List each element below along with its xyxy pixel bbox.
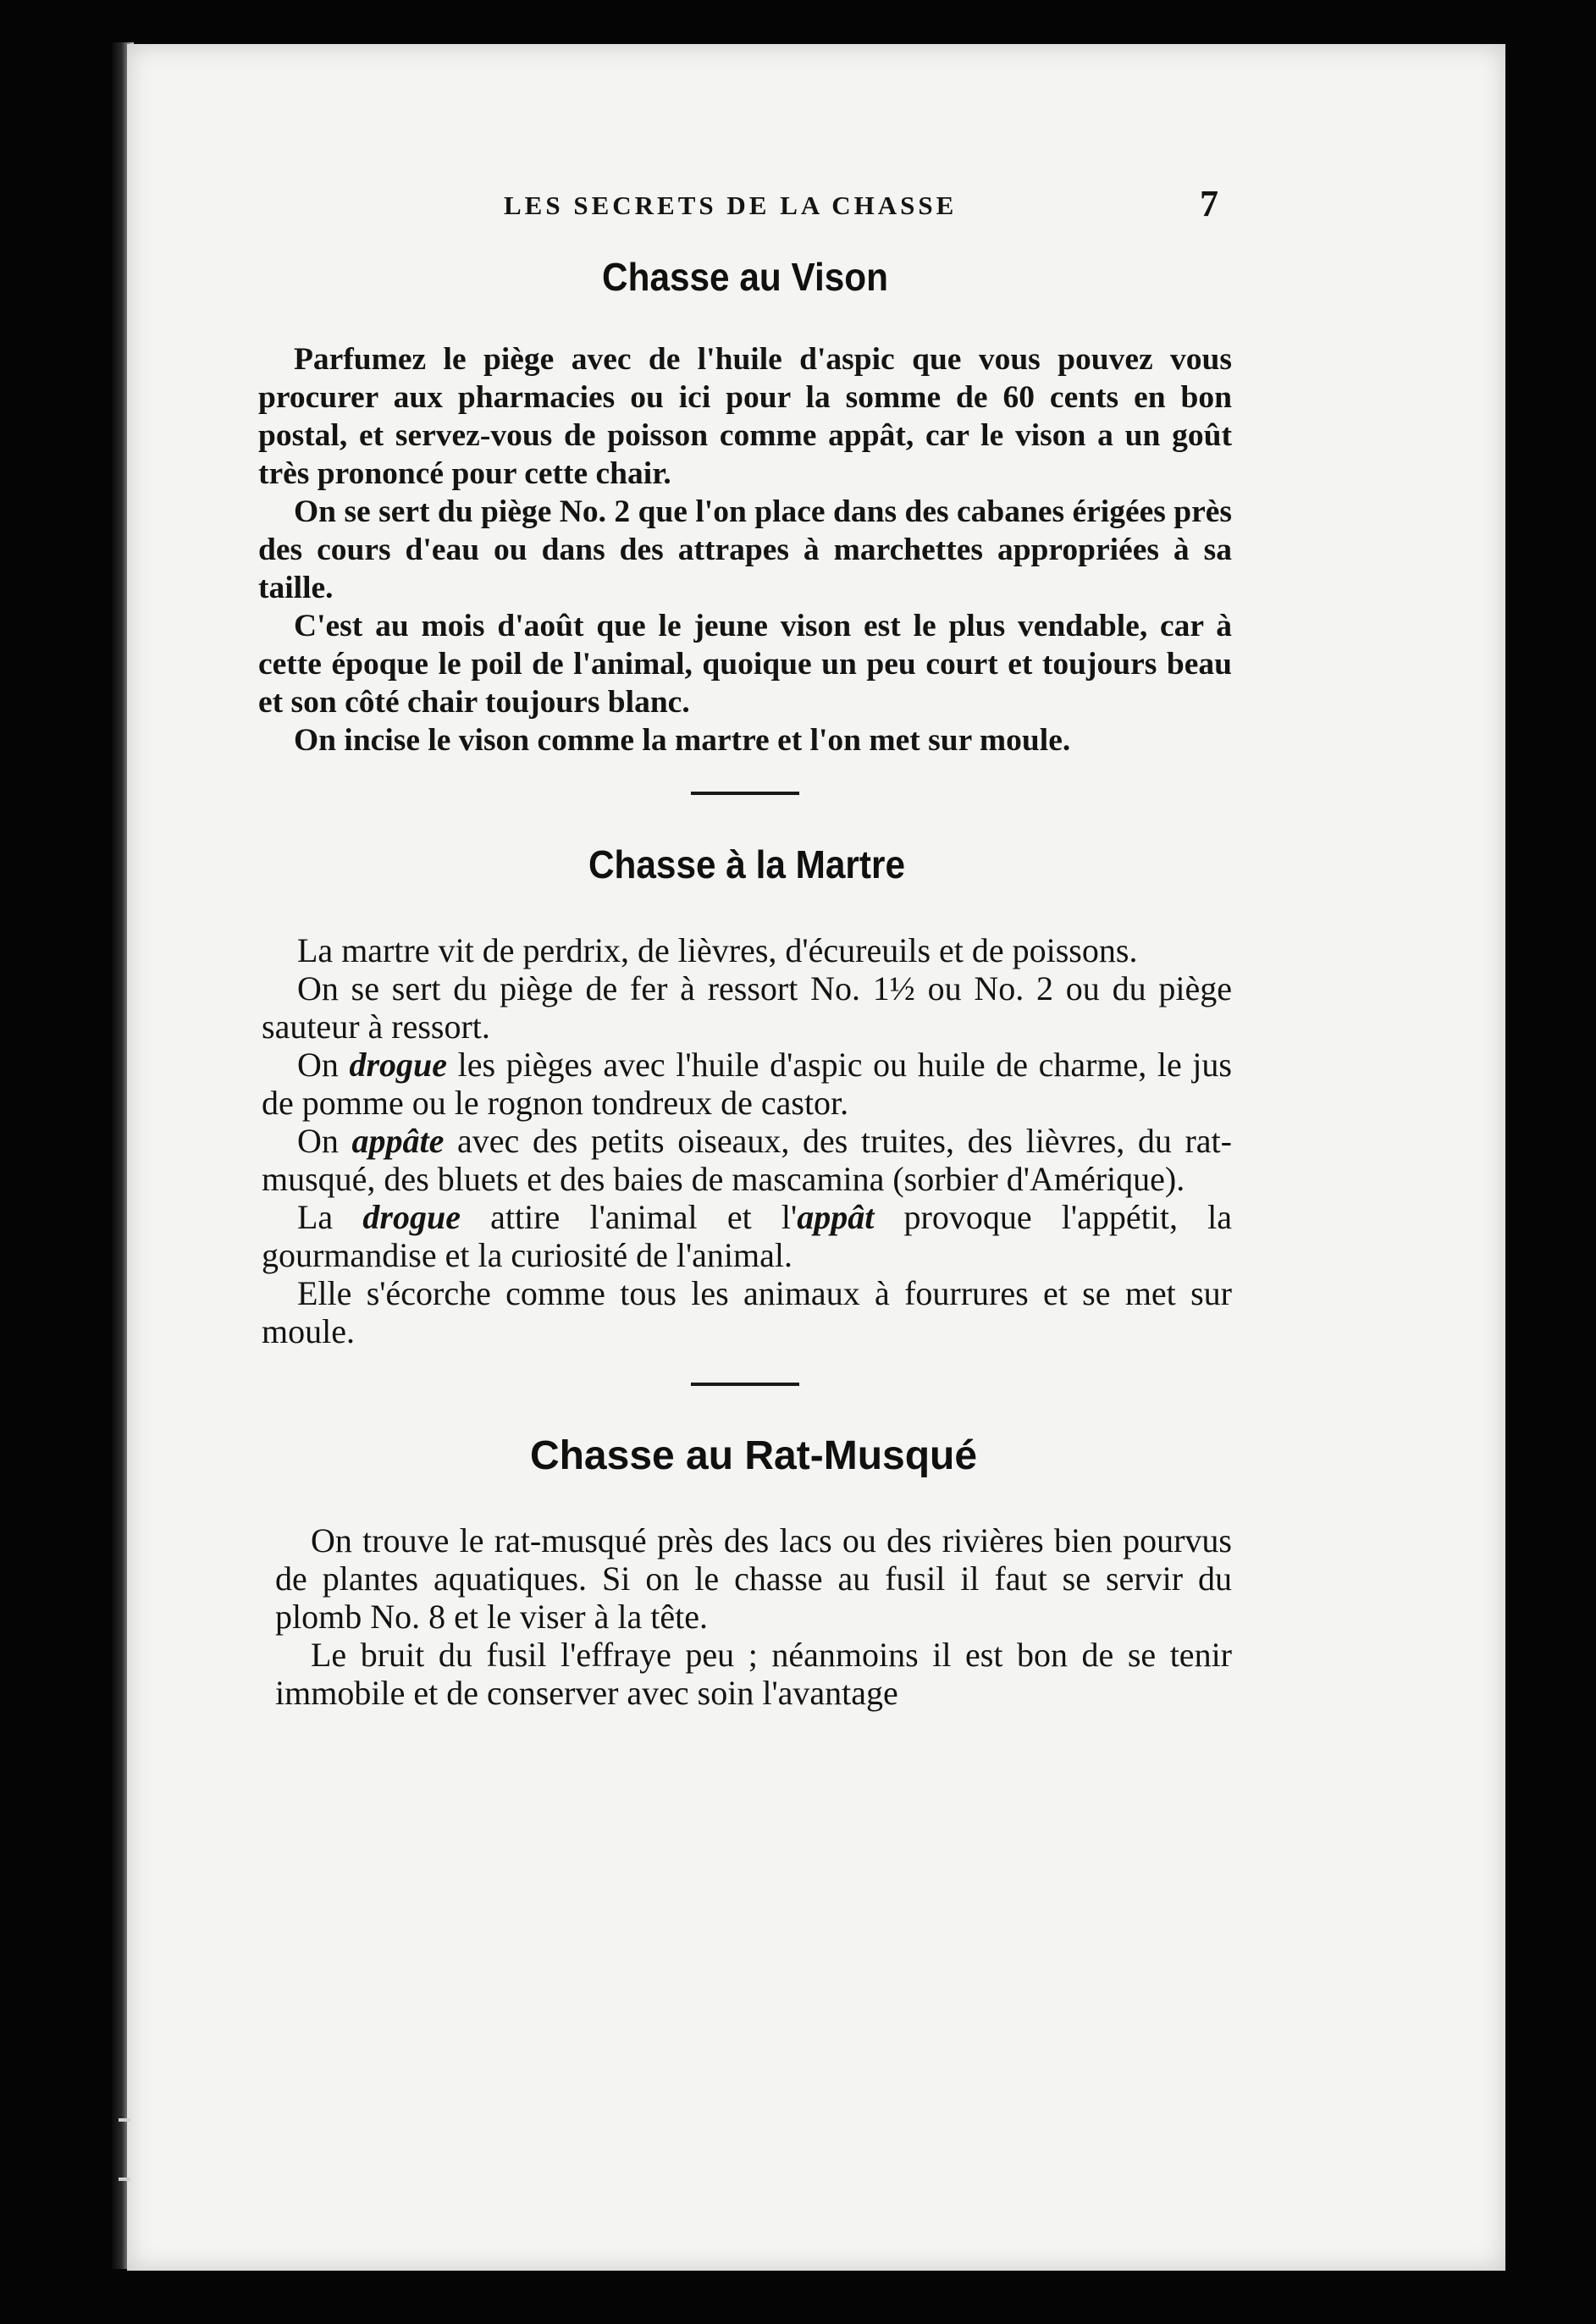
- section-vison: [258, 254, 1232, 759]
- paragraph: [262, 1198, 1232, 1274]
- binding-mark: [119, 2178, 130, 2181]
- paragraph: [262, 1122, 1232, 1198]
- section-rat-musque: [258, 1432, 1232, 1712]
- page-content: [258, 157, 1232, 1712]
- text-run: On: [297, 1122, 352, 1160]
- paragraph: On incise le vison comme la martre et l'on met sur moule.: [294, 723, 1071, 758]
- section-heading: Chasse à la Martre: [588, 842, 906, 886]
- text-run: avec des petits oiseaux, des truites, des lièvres, du rat-musqué, des bluets et des baies de mascamina (sorbier d'Amérique).: [262, 1122, 1232, 1198]
- text-run: attire l'animal et l': [460, 1198, 798, 1236]
- section-heading: Chasse au Rat-Musqué: [529, 1433, 978, 1478]
- paragraph: Parfumez le piège avec de l'huile d'aspic que vous pouvez vous procurer aux pharmacies ou ici pour la somme de 60 cents en bon postal, et servez-vous de poisson comme appât, car le vison a un goût très prononcé pour cette chair.: [258, 342, 1232, 491]
- page-number: 7: [1200, 183, 1222, 224]
- paragraph: On se sert du piège No. 2 que l'on place dans des cabanes érigées près des cours d'eau ou dans des attrapes à marchettes appropriées à sa taille.: [258, 494, 1232, 605]
- paragraph: La martre vit de perdrix, de lièvres, d'écureuils et de poissons.: [297, 931, 1138, 969]
- section-divider: [691, 1383, 799, 1386]
- section-divider: [691, 792, 799, 795]
- text-run: les pièges avec l'huile d'aspic ou huile de charme, le jus de pomme ou le rognon tondreux de castor.: [262, 1046, 1232, 1122]
- paragraph: [262, 1046, 1232, 1122]
- text-run: On: [297, 1046, 350, 1084]
- running-head-title: LES SECRETS DE LA CHASSE: [504, 190, 958, 220]
- paragraph: Elle s'écorche comme tous les animaux à fourrures et se met sur moule.: [262, 1274, 1232, 1350]
- section-heading: Chasse au Vison: [602, 255, 888, 299]
- paragraph: On trouve le rat-musqué près des lacs ou des rivières bien pourvus de plantes aquatiques. Si on le chasse au fusil il faut se servir du plomb No. 8 et le viser à la tête.: [275, 1521, 1232, 1636]
- paragraph: Le bruit du fusil l'effraye peu ; néanmoins il est bon de se tenir immobile et de conserver avec soin l'avantage: [275, 1636, 1232, 1712]
- binding-mark: [119, 2118, 130, 2122]
- emphasis-appate: appâte: [351, 1122, 445, 1160]
- paragraph: On se sert du piège de fer à ressort No. 1½ ou No. 2 ou du piège sauteur à ressort.: [262, 969, 1232, 1046]
- paragraph: C'est au mois d'août que le jeune vison est le plus vendable, car à cette époque le poil de l'animal, quoique un peu court et toujours beau et son côté chair toujours blanc.: [258, 609, 1232, 720]
- emphasis-drogue: drogue: [349, 1046, 448, 1084]
- text-run: La: [297, 1198, 363, 1236]
- emphasis-drogue: drogue: [362, 1198, 461, 1236]
- running-head: [258, 157, 1232, 224]
- section-martre: [258, 842, 1232, 1350]
- emphasis-appat: appât: [797, 1198, 875, 1236]
- text-run: provoque l'appétit, la gourmandise et la curiosité de l'animal.: [262, 1198, 1233, 1274]
